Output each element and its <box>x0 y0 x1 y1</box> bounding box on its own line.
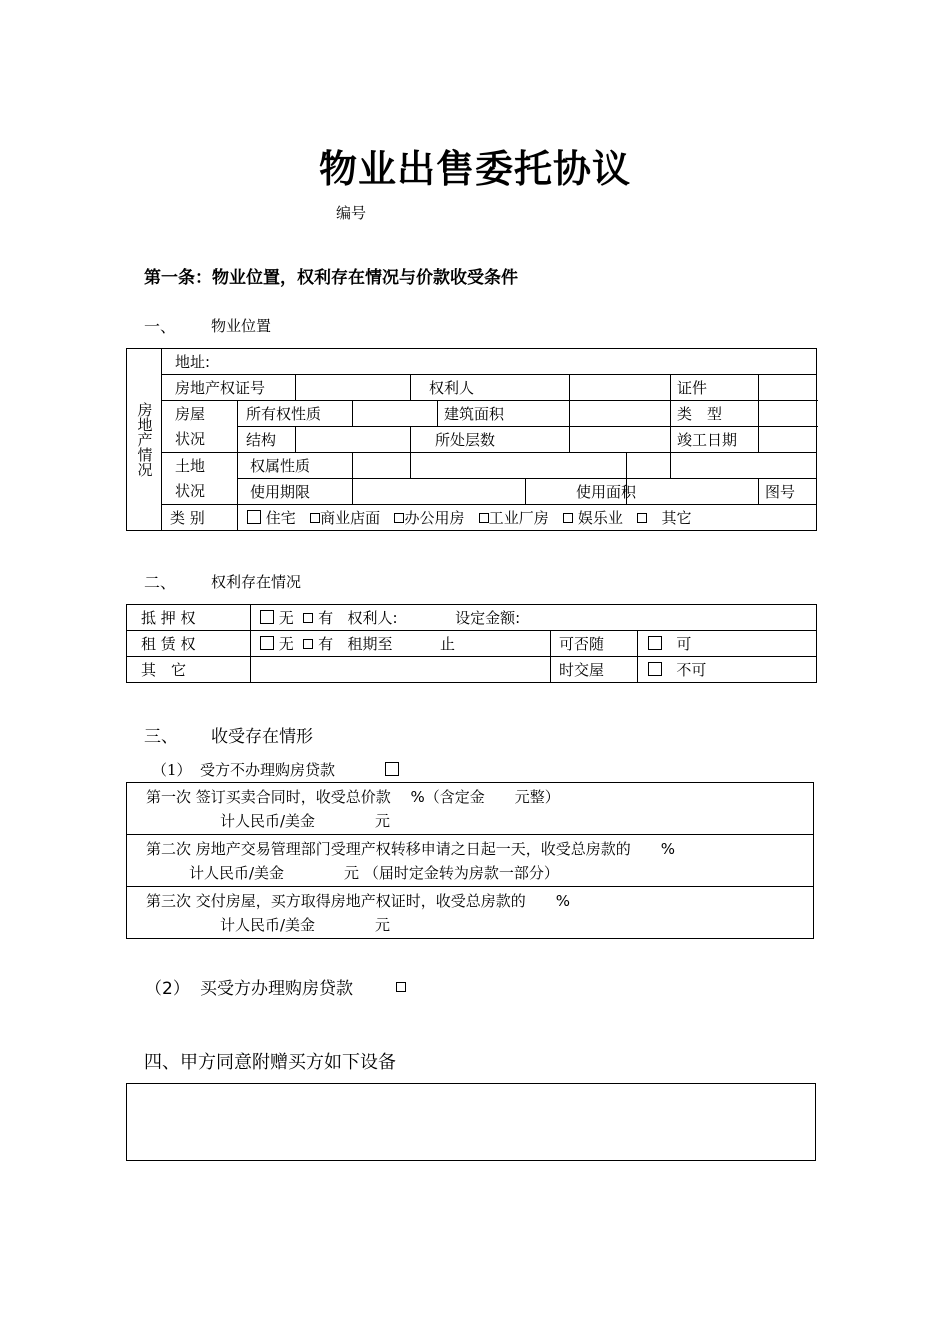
lease-none: 无 <box>278 635 294 653</box>
checkbox-commercial[interactable] <box>310 513 320 523</box>
checkbox-handover-cannot[interactable] <box>648 662 662 676</box>
lease-until-label: 租期至 <box>347 635 393 653</box>
house-status-label: 房屋状况 <box>162 401 238 453</box>
set-amount-label: 设定金额: <box>455 609 521 627</box>
payment-2 <box>127 835 814 887</box>
handover-label-1: 可否随 <box>551 631 638 657</box>
build-area-label: 建筑面积 <box>438 401 570 427</box>
rights-table <box>126 604 817 683</box>
section-2-label: 权利存在情况 <box>211 573 302 591</box>
checkbox-mortgage-none[interactable] <box>260 610 274 624</box>
checkbox-entertainment[interactable] <box>563 513 573 523</box>
address-label: 地址: <box>162 349 817 375</box>
handover-cannot: 不可 <box>676 661 707 679</box>
case-2-number: （2） <box>145 979 190 999</box>
section-1-number: 一、 <box>144 317 177 336</box>
owner-label: 权利人 <box>411 375 570 401</box>
ownership-nature-field[interactable] <box>353 401 438 427</box>
rights-nature-field[interactable] <box>353 453 411 479</box>
case-2-label: 买受方办理购房贷款 <box>200 979 353 999</box>
other-rights-field[interactable] <box>251 657 551 683</box>
payment-1-line2: 计人民币/美金 元 <box>220 812 391 830</box>
option-office: 办公用房 <box>404 509 465 527</box>
handover-label-2: 时交屋 <box>551 657 638 683</box>
use-area-field[interactable] <box>627 479 759 505</box>
category-options <box>238 505 817 531</box>
checkbox-industrial[interactable] <box>479 513 489 523</box>
option-residential: 住宅 <box>265 509 296 527</box>
handover-can-cell <box>638 631 817 657</box>
cert-no-field[interactable] <box>296 375 411 401</box>
option-industrial: 工业厂房 <box>488 509 549 527</box>
category-label: 类 别 <box>162 505 238 531</box>
handover-cannot-cell <box>638 657 817 683</box>
case-1-number: （1） <box>152 761 192 779</box>
payment-1 <box>127 783 814 835</box>
mortgage-label: 抵 押 权 <box>127 605 251 631</box>
cert-label: 证件 <box>671 375 759 401</box>
section-2-number: 二、 <box>144 573 177 592</box>
land-field-1[interactable] <box>411 453 627 479</box>
use-area-label: 使用面积 <box>526 479 627 505</box>
mortgage-has: 有 <box>318 609 334 627</box>
structure-label: 结构 <box>238 427 296 453</box>
use-period-label: 使用期限 <box>238 479 353 505</box>
equipment-field[interactable] <box>126 1083 816 1161</box>
section-3-label: 收受存在情形 <box>211 727 313 747</box>
land-field-2[interactable] <box>627 453 671 479</box>
map-no-label: 图号 <box>759 479 817 505</box>
article-1-heading: 第一条：物业位置，权利存在情况与价款收受条件 <box>144 268 518 288</box>
payment-3-line2: 计人民币/美金 元 <box>220 916 391 934</box>
payment-table <box>126 782 814 939</box>
payment-2-line2: 计人民币/美金 元 （届时定金转为房款一部分） <box>189 864 559 882</box>
checkbox-office[interactable] <box>394 513 404 523</box>
completion-field[interactable] <box>759 427 817 453</box>
handover-can: 可 <box>676 635 692 653</box>
checkbox-mortgage-has[interactable] <box>303 613 313 623</box>
checkbox-lease-has[interactable] <box>303 639 313 649</box>
section-3-number: 三、 <box>144 727 178 747</box>
case-1-label: 受方不办理购房贷款 <box>200 761 336 779</box>
rights-nature-label: 权属性质 <box>238 453 353 479</box>
floor-label: 所处层数 <box>411 427 570 453</box>
use-period-field[interactable] <box>353 479 526 505</box>
property-table <box>126 348 817 531</box>
number-label: 编号 <box>336 204 367 222</box>
checkbox-other[interactable] <box>637 513 647 523</box>
payment-2-line1: 第二次 房地产交易管理部门受理产权转移申请之日起一天，收受总房款的 % <box>146 840 676 858</box>
checkbox-case-1[interactable] <box>385 762 399 776</box>
section-1-label: 物业位置 <box>211 317 272 335</box>
lease-end-label: 止 <box>440 635 456 653</box>
mortgage-none: 无 <box>278 609 294 627</box>
property-vertical-label: 房地产情况 <box>127 349 162 531</box>
cert-no-label: 房地产权证号 <box>162 375 296 401</box>
lease-has: 有 <box>318 635 334 653</box>
structure-field[interactable] <box>296 427 411 453</box>
lease-label: 租 赁 权 <box>127 631 251 657</box>
option-other: 其它 <box>661 509 692 527</box>
document-title: 物业出售委托协议 <box>318 147 631 191</box>
type-label: 类 型 <box>671 401 759 427</box>
other-rights-label: 其 它 <box>127 657 251 683</box>
build-area-field[interactable] <box>570 401 671 427</box>
mortgage-options <box>251 605 817 631</box>
land-field-3[interactable] <box>671 453 817 479</box>
checkbox-case-2[interactable] <box>396 982 406 992</box>
option-commercial: 商业店面 <box>320 509 381 527</box>
owner-field[interactable] <box>570 375 671 401</box>
option-entertainment: 娱乐业 <box>577 509 623 527</box>
ownership-nature-label: 所有权性质 <box>238 401 353 427</box>
checkbox-handover-can[interactable] <box>648 636 662 650</box>
payment-3 <box>127 887 814 939</box>
lease-options <box>251 631 551 657</box>
floor-field[interactable] <box>570 427 671 453</box>
completion-label: 竣工日期 <box>671 427 759 453</box>
payment-1-line1: 第一次 签订买卖合同时，收受总价款 %（含定金 元整） <box>146 788 560 806</box>
land-status-label: 土地状况 <box>162 453 238 505</box>
section-4-heading: 四、甲方同意附赠买方如下设备 <box>144 1052 396 1073</box>
cert-field[interactable] <box>759 375 817 401</box>
payment-3-line1: 第三次 交付房屋，买方取得房地产权证时，收受总房款的 % <box>146 892 571 910</box>
type-field[interactable] <box>759 401 817 427</box>
rights-holder-label: 权利人: <box>347 609 398 627</box>
checkbox-lease-none[interactable] <box>260 636 274 650</box>
checkbox-residential[interactable] <box>247 510 261 524</box>
